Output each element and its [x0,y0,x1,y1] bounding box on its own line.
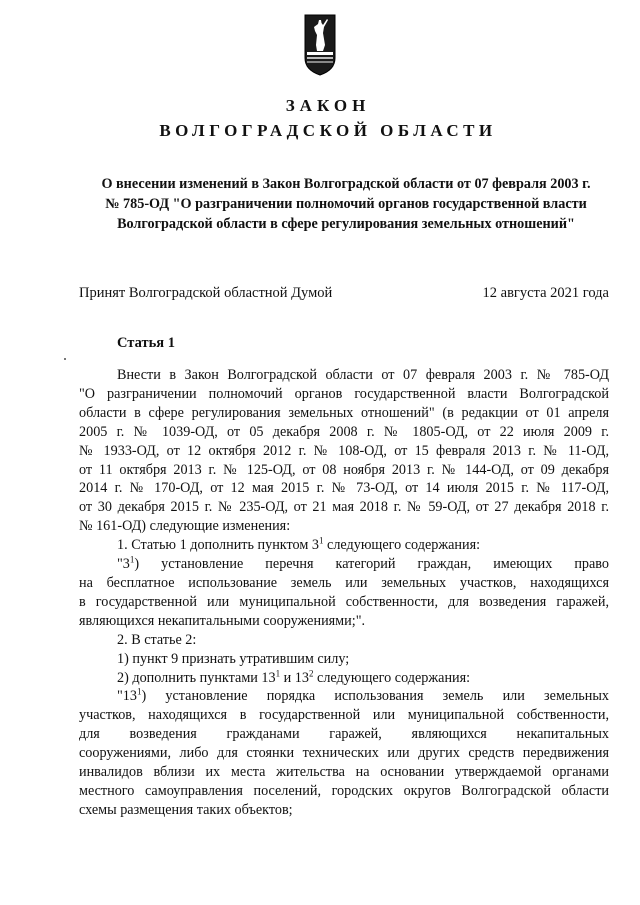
heading-line-1: О внесении изменений в Закон Волгоградской области от 07 февраля 2003 г. [101,176,591,192]
article-title: Статья 1 [117,335,175,351]
quote-1-line: являющихся некапитальными сооружениями;". [79,612,366,629]
quote-2-line: сооружениями, либо для стоянки технических или других средств передвижения [79,745,609,762]
quote-2-line: схемы размещения таких объектов; [79,801,293,818]
heading-line-2: № 785-ОД "О разграничении полномочий органов государственной власти [105,196,587,212]
item-1: 1. Статью 1 дополнить пунктом $3^1$ следующего содержания: [117,535,481,554]
coat-of-arms-icon [304,14,336,76]
scan-dot [64,358,66,360]
body-line: 2005 г. № 1039-ОД, от 05 декабря 2008 г. № 1805-ОД, от 22 июля 2009 г. [79,423,609,440]
heading-line-3: Волгоградской области в сфере регулирования земельных отношений" [117,216,575,232]
quote-2-line: инвалидов вблизи их места жительства на основании утверждаемой органами [79,764,609,781]
quote-1-start: "$3^1$) установление перечня категорий граждан, имеющих право [117,554,609,573]
quote-1-line: в государственной или муниципальной собственности, для возведения гаражей, [79,593,609,610]
adopted-by: Принят Волгоградской областной Думой [79,285,333,301]
law-title: ЗАКОН [285,96,371,115]
quote-1-line: на бесплатное использование земель или земельных участков, находящихся [79,574,609,591]
body-line: области в сфере регулирования земельных отношений" (в редакции от 01 апреля [79,404,609,421]
item-2-2: 2) дополнить пунктами $13^1$ и $13^2$ следующего содержания: [117,667,471,686]
item-2: 2. В статье 2: [117,631,197,648]
item-2-1: 1) пункт 9 признать утратившим силу; [117,650,350,667]
body-line: № 161-ОД) следующие изменения: [79,518,291,535]
body-line: Внести в Закон Волгоградской области от 07 февраля 2003 г. № 785-ОД [117,367,609,383]
document-heading [70,174,622,234]
body-line: от 11 октября 2013 г. № 125-ОД, от 08 ноября 2013 г. № 144-ОД, от 09 декабря [79,461,609,478]
body-line: № 1933-ОД, от 12 октября 2012 г. № 108-ОД, от 15 февраля 2013 г. № 11-ОД, [79,442,609,459]
body-line: "О разграничении полномочий органов государственной власти Волгоградской [79,385,609,402]
quote-2-start: "$13^1$) установление порядка использования земель или земельных [117,686,609,705]
article-body [79,366,609,820]
quote-2-line: местного самоуправления поселений, городских округов Волгоградской области [79,782,609,799]
body-line: 2014 г. № 170-ОД, от 12 мая 2015 г. № 73-ОД, от 14 июля 2015 г. № 117-ОД, [79,480,609,497]
quote-2-line: для возведения гражданами гаражей, являющихся некапитальных [79,726,609,743]
body-line: от 30 декабря 2015 г. № 235-ОД, от 21 мая 2018 г. № 59-ОД, от 27 декабря 2018 г. [79,499,609,516]
law-region: ВОЛГОГРАДСКОЙ ОБЛАСТИ [159,121,497,140]
quote-2-line: участков, находящихся в государственной или муниципальной собственности, [79,707,609,724]
adoption-date: 12 августа 2021 года [482,285,609,301]
